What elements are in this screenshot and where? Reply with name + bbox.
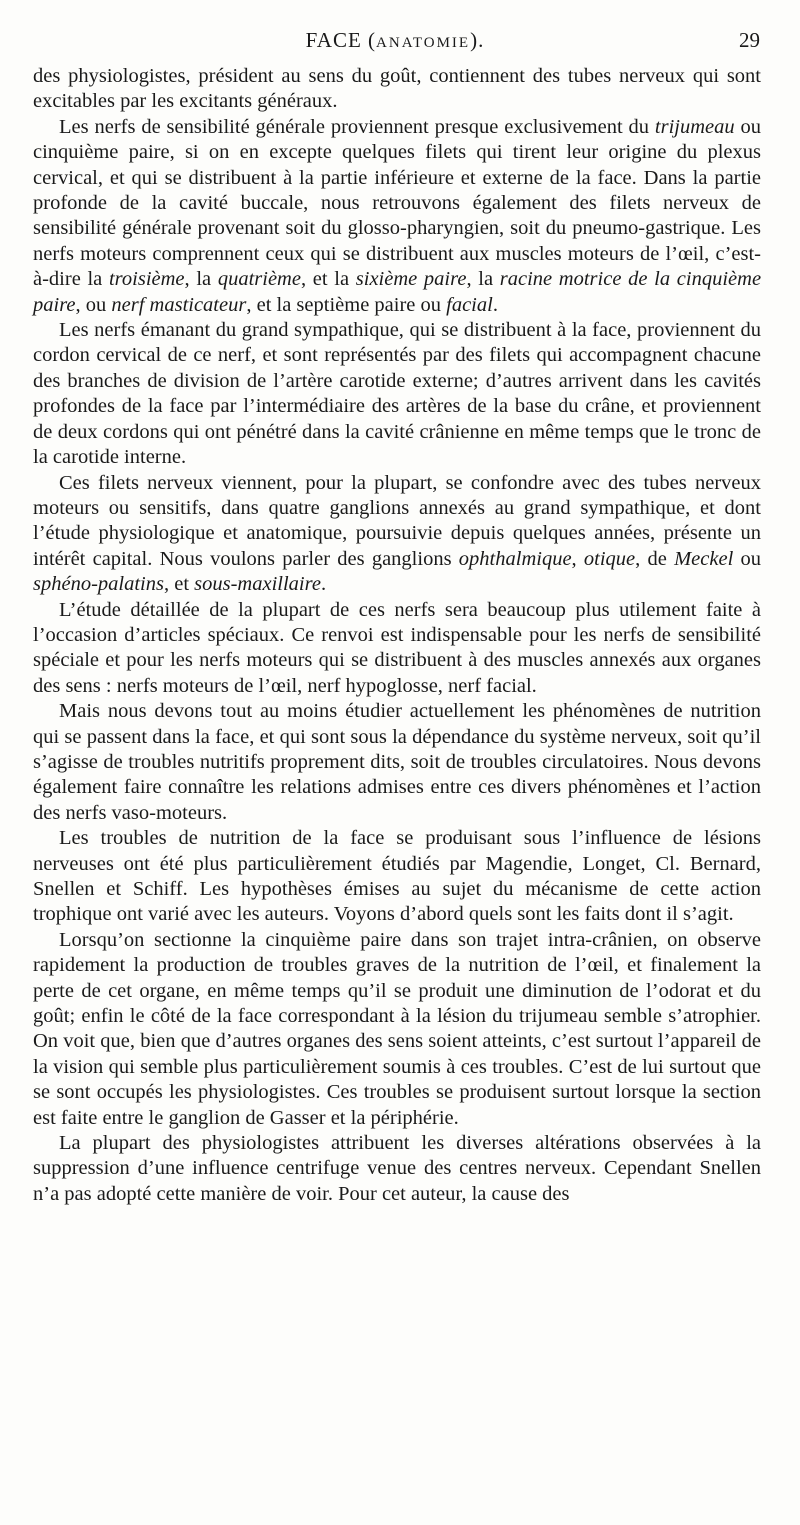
- text-run: , la: [466, 268, 500, 291]
- body-text: [33, 64, 761, 1207]
- italic-term: nerf masticateur: [111, 293, 247, 316]
- italic-term: sous-maxillaire: [194, 573, 321, 596]
- text-run: , de: [635, 547, 675, 570]
- italic-term: sphéno-palatins: [33, 573, 164, 596]
- paragraph-p3: [33, 471, 761, 598]
- text-run: Les nerfs de sensibilité générale proviennent presque exclusivement du: [59, 115, 655, 138]
- text-run: , et: [163, 573, 195, 596]
- paragraph-p4: [33, 598, 761, 700]
- text-run: ,: [571, 547, 584, 570]
- paragraph-p1: [33, 115, 761, 318]
- text-run: , et la: [300, 268, 356, 291]
- paragraph-p6: [33, 826, 761, 928]
- italic-term: ophthalmique: [458, 547, 572, 570]
- paragraph-p2: [33, 318, 761, 470]
- text-run: Mais nous devons tout au moins étudier actuellement les phénomènes de nutrition qui se passent dans la face, et qui sont sous la dépendance du système nerveux, soit qu’il s’agisse de troubles nutritifs proprement dits, soit de troubles circulatoires. Nous devons également faire connaître les relations admises entre ces divers phénomènes et l’action des nerfs vaso-moteurs.: [33, 700, 761, 824]
- text-run: des physiologistes, président au sens du goût, contiennent des tubes nerveux qui sont excitables par les excitants généraux.: [33, 65, 761, 113]
- text-run: , et la septième paire ou: [246, 293, 447, 316]
- text-run: Lorsqu’on sectionne la cinquième paire dans son trajet intra-crânien, on observe rapidement la production de troubles graves de la nutrition de l’œil, et finalement la perte de cet organe, en même temps qu’il se produit une diminution de l’odorat et du goût; enfin le côté de la face correspondant à la lésion du trijumeau semble s’atrophier. On voit que, bien que d’autres organes des sens soient atteints, c’est surtout l’appareil de la vision qui semble plus particulièrement soumis à ces troubles. C’est de lui surtout que se sont occupés les physiologistes. Ces troubles se produisent surtout lorsque la section est faite entre le ganglion de Gasser et la périphérie.: [33, 928, 761, 1129]
- italic-term: sixième paire: [355, 268, 467, 291]
- text-run: .: [320, 573, 327, 596]
- text-run: , ou: [75, 293, 112, 316]
- paragraph-p8: [33, 1131, 761, 1207]
- running-title-subject: ANATOMIE: [376, 35, 471, 51]
- italic-term: trijumeau: [654, 115, 735, 138]
- text-run: Les troubles de nutrition de la face se produisant sous l’influence de lésions nerveuses ont été plus particulièrement étudiés par Magendie, Longet, Cl. Bernard, Snellen et Schiff. Les hypothèses émises au sujet du mécanisme de cette action trophique ont varié avec les auteurs. Voyons d’abord quels sont les faits dont il s’agit.: [33, 827, 761, 926]
- text-run: Ces filets nerveux viennent, pour la plupart, se confondre avec des tubes nerveux moteurs ou sensitifs, dans quatre ganglions annexés au grand sympathique, et dont l’étude physiologique et anatomique, poursuivie depuis quelques années, présente un intérêt capital. Nous voulons parler des ganglions: [33, 471, 761, 570]
- italic-term: otique: [583, 547, 636, 570]
- text-run: ou cinquième paire, si on en excepte quelques filets qui tirent leur origine du plexus cervical, et qui se distribuent à la partie inférieure et externe de la face. Dans la partie profonde de la cavité buccale, nous retrouvons également des filets nerveux de sensibilité générale provenant soit du glosso-pharyngien, soit du pneumo-gastrique. Les nerfs moteurs comprennent ceux qui se distribuent aux muscles moteurs de l’œil, c’est-à-dire la: [33, 115, 761, 291]
- running-title-end: ).: [470, 28, 485, 52]
- running-title: [30, 28, 760, 53]
- italic-term: racine motrice de la cinquième paire: [33, 268, 762, 316]
- paragraph-p0: [33, 64, 761, 115]
- text-run: La plupart des physiologistes attribuent les diverses altérations observées à la suppression d’une influence centrifuge venue des centres nerveux. Cependant Snellen n’a pas adopté cette manière de voir. Pour cet auteur, la cause des: [33, 1132, 761, 1205]
- italic-term: facial: [446, 293, 493, 316]
- text-run: L’étude détaillée de la plupart de ces nerfs sera beaucoup plus utilement faite à l’occasion d’articles spéciaux. Ce renvoi est indispensable pour les nerfs de sensibilité spéciale et pour les nerfs moteurs qui se distribuent à des muscles annexés aux organes des sens : nerfs moteurs de l’œil, nerf hypoglosse, nerf facial.: [33, 598, 761, 697]
- paragraph-p7: [33, 928, 761, 1131]
- text-run: ou: [733, 547, 761, 570]
- italic-term: Meckel: [674, 547, 734, 570]
- page-number: 29: [739, 28, 760, 52]
- italic-term: troisième: [108, 268, 185, 291]
- text-run: .: [492, 293, 498, 316]
- text-run: Les nerfs émanant du grand sympathique, qui se distribuent à la face, proviennent du cordon cervical de ce nerf, et sont représentés par des filets qui accompagnent chacune des branches de division de l’artère carotide externe; d’autres arrivent dans les cavités profondes de la face par l’intermédiaire des artères de la base du crâne, et proviennent de deux cordons qui ont pénétré dans la cavité crânienne en même temps que le tronc de la carotide interne.: [33, 319, 761, 469]
- text-run: , la: [184, 268, 218, 291]
- italic-term: quatrième: [217, 268, 301, 291]
- running-title-main: FACE (: [305, 28, 377, 52]
- paragraph-p5: [33, 699, 761, 826]
- page-header: [30, 28, 760, 58]
